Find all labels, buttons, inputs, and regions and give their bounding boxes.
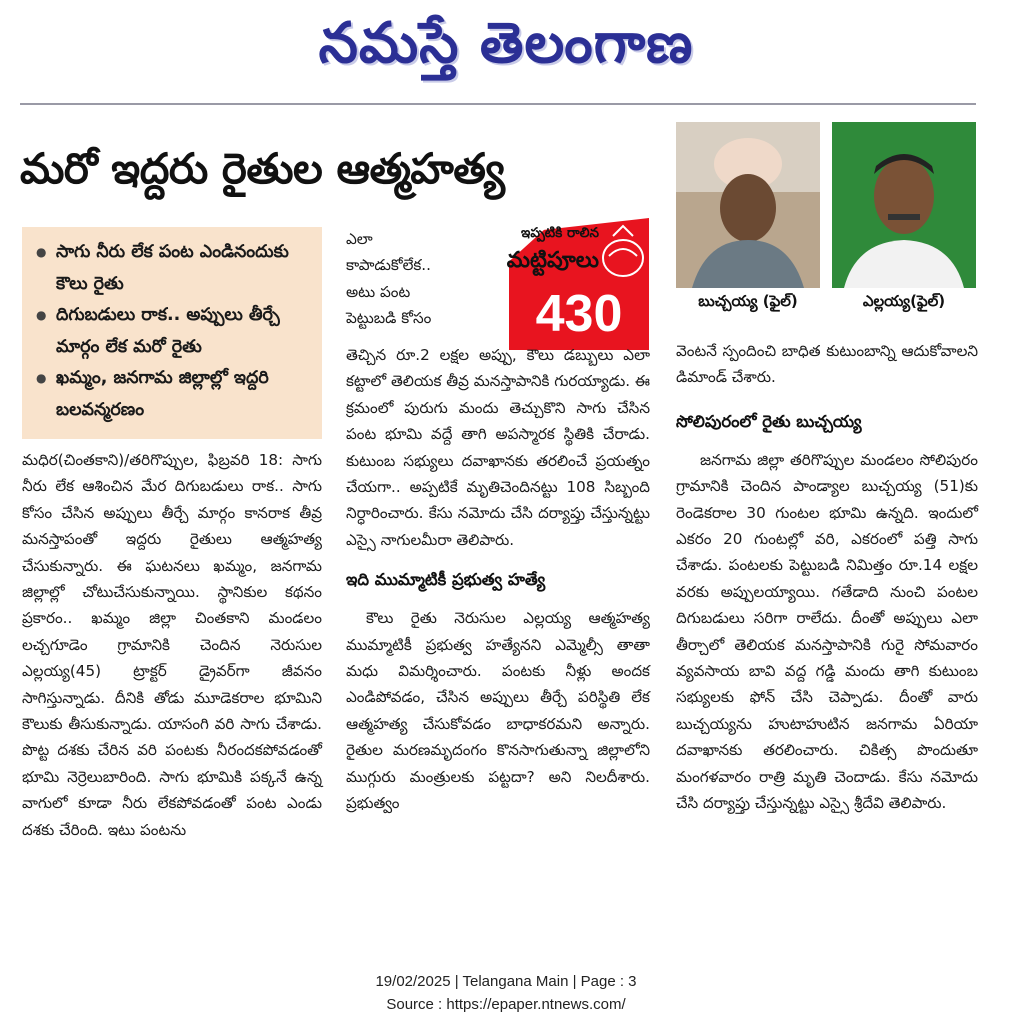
portrait-image (676, 122, 820, 288)
summary-point: ● సాగు నీరు లేక పంట ఎండినందుకు కౌలు రైతు (36, 237, 322, 300)
pot-icon (599, 222, 647, 282)
footer-source-line: Source : https://epaper.ntnews.com/ (386, 996, 626, 1013)
masthead-title: నమస్తే తెలంగాణ (318, 11, 694, 76)
portrait-image (832, 122, 976, 288)
column-3-lead: వెంటనే స్పందించి బాధిత కుటుంబాన్ని ఆదుకోవాలని డిమాండ్ చేశారు. (676, 342, 978, 387)
article-headline: మరో ఇద్దరు రైతుల ఆత్మహత్య (20, 144, 505, 193)
badge-line2: మట్టిపూలు (506, 248, 599, 273)
summary-point: ● ఖమ్మం, జనగామ జిల్లాల్లో ఇద్దరి బలవన్మరణం (36, 363, 322, 426)
badge-number: 430 (535, 285, 623, 343)
column-3-text: జనగామ జిల్లా తరిగొప్పుల మండలం సోలిపురం గ్రామానికి చెందిన పాండ్యాల బుచ్చయ్య (51)కు రెండెకరాల 30 గుంటల భూమి ఉన్నది. ఇందులో ఎకరం 20 గుంటల్లో వరి, ఎకరంలో పత్తి సాగు చేశాడు. పంటలకు పెట్టుబడి నిమిత్తం రూ.14 లక్షల వరకు అప్పులయ్యాయి. గతేడాది నుంచి పంటల దిగుబడులు సరిగా రాలేదు. దీంతో అప్పులు ఎలా తీర్చాలో తెలియక మనస్తాపానికి గురై సోమవారం వ్యవసాయ బావి వద్ద గడ్డి మందు తాగి కుటుంబ సభ్యులకు ఫోన్ చేసి చెప్పాడు. దీంతో వారు బుచ్చయ్యను హుటాహుటిన జనగామ ఏరియా దవాఖానకు తరలించారు. చికిత్స పొందుతూ మంగళవారం రాత్రి మృతి చెందాడు. కేసు నమోదు చేసి దర్యాప్తు చేస్తున్నట్టు ఎస్సై శ్రీదేవి తెలిపారు. (676, 450, 978, 813)
column-2-subheading: ఇది ముమ్మాటికీ ప్రభుత్వ హత్యే (346, 570, 546, 590)
photo-buchaiah (676, 122, 820, 288)
article-column-2 (346, 342, 650, 817)
column-2-text-2: కౌలు రైతు నెరుసుల ఎల్లయ్య ఆత్మహత్య ముమ్మాటికీ ప్రభుత్వ హత్యేనని ఎమ్మెల్సీ తాతా మధు విమర్శించారు. పంటకు నీళ్లు అందక ఎండిపోవడం, చేసిన అప్పులు తీర్చే పరిస్థితి లేక ఆత్మహత్య చేసుకోవడం బాధాకరమని అన్నారు. రైతుల మరణమృదంగం కొనసాగుతున్నా జిల్లాలోని ముగ్గురు మంత్రులకు పట్టదా? అని నిలదీశారు. ప్రభుత్వం (346, 609, 650, 813)
column-2-lead-text: ఎలా కాపాడుకోలేక.. అటు పంట పెట్టుబడి కోసం (346, 230, 432, 328)
photo-buchaiah-caption: బుచ్చయ్య (ఫైల్) (698, 292, 798, 310)
photo-ellaiah (832, 122, 976, 288)
column-1-text: మధిర(చింతకాని)/తరిగొప్పుల, ఫిబ్రవరి 18: సాగు నీరు లేక ఆశించిన మేర దిగుబడులు రాక.. సాగు కోసం చేసిన అప్పులు తీర్చే మార్గం కానరాక తీవ్ర మనస్తాపంతో ఇద్దరు రైతులు ఆత్మహత్య చేసుకున్నారు. ఈ ఘటనలు ఖమ్మం, జనగామ జిల్లాల్లో చోటుచేసుకున్నాయి. స్థానికుల కథనం ప్రకారం.. ఖమ్మం జిల్లా చింతకాని మండలం లచ్చగూడెం గ్రామానికి చెందిన నెరుసుల ఎల్లయ్య(45) ట్రాక్టర్ డ్రైవర్‌గా జీవనం సాగిస్తున్నాడు. దీనికి తోడు మూడెకరాల భూమిని కౌలుకు తీసుకున్నాడు. యాసంగి వరి సాగు చేశాడు. పొట్ట దశకు చేరిన వరి పంటకు నీరందకపోవడంతో భూమి నెర్రెలుబారింది. సాగు భూమికి పక్కనే ఉన్న వాగులో కూడా నీరు లేకపోవడంతో పంట ఎండు దశకు చేరింది. ఇటు పంటను (22, 451, 322, 839)
badge-line1: ఇప్పటికి రాలిన (521, 225, 599, 241)
article-column-2-lead (346, 226, 454, 332)
masthead-divider (20, 103, 976, 105)
photo-ellaiah-caption: ఎల్లయ్య(ఫైల్) (862, 292, 946, 310)
column-3-subheading: సోలిపురంలో రైతు బుచ్చయ్య (676, 411, 862, 431)
summary-box (22, 227, 322, 439)
footer-date-line: 19/02/2025 | Telangana Main | Page : 3 (375, 973, 637, 990)
column-2-text: తెచ్చిన రూ.2 లక్షల అప్పు, కౌలు డబ్బులు ఎలా కట్టాలో తెలియక తీవ్ర మనస్తాపానికి గురయ్యాడు. ఈ క్రమంలో పురుగు మందు తెచ్చుకొని సాగు చేసిన పంట భూమి వద్దే తాగి అపస్మారక స్థితికి చేరాడు. కుటుంబ సభ్యులు దవాఖానకు తరలించే ప్రయత్నం చేయగా.. అప్పటికే మృతిచెందినట్టు 108 సిబ్బంది నిర్ధారించారు. కేసు నమోదు చేసి దర్యాప్తు చేస్తున్నట్టు ఎస్సై నాగులమీరా తెలిపారు. (346, 346, 650, 549)
death-count-badge (449, 218, 649, 350)
article-column-1 (22, 447, 322, 843)
summary-point: ● దిగుబడులు రాక.. అప్పులు తీర్చే మార్గం లేక మరో రైతు (36, 300, 322, 363)
article-column-3 (676, 338, 978, 817)
